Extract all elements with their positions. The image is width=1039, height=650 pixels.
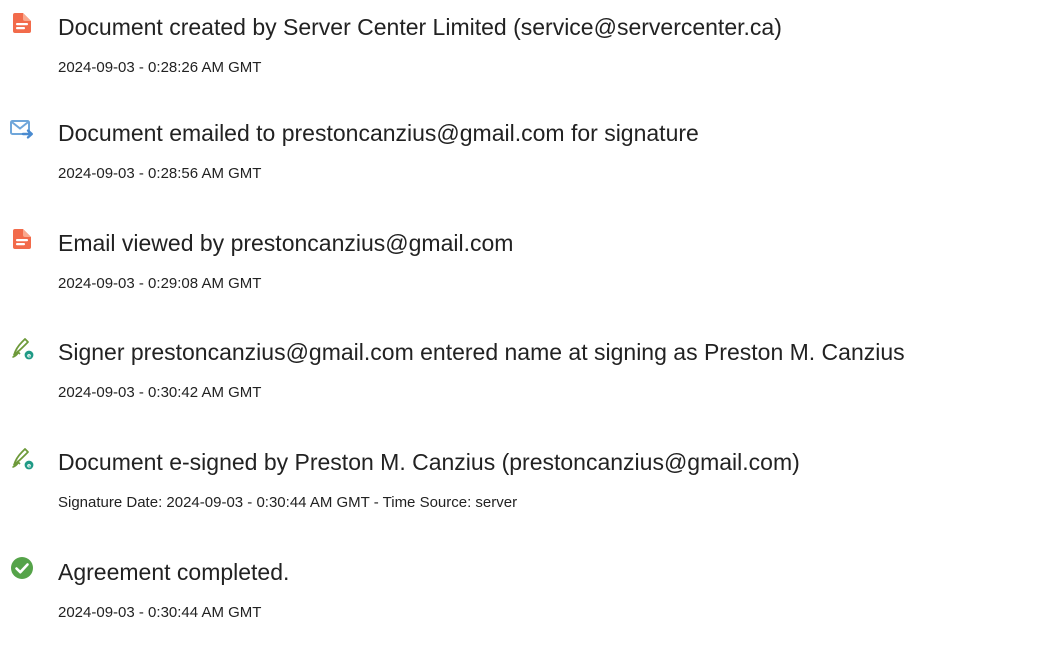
svg-text:e: e [26, 352, 32, 360]
svg-text:e: e [26, 462, 32, 470]
document-viewed-icon [10, 227, 34, 251]
event-title: Signer prestoncanzius@gmail.com entered name at signing as Preston M. Canzius [58, 339, 905, 365]
event-timestamp: 2024-09-03 - 0:28:26 AM GMT [58, 59, 262, 76]
event-timestamp: 2024-09-03 - 0:29:08 AM GMT [58, 275, 262, 292]
event-title: Email viewed by prestoncanzius@gmail.com [58, 230, 514, 256]
event-title: Document e-signed by Preston M. Canzius (prestoncanzius@gmail.com) [58, 449, 800, 475]
event-timestamp: 2024-09-03 - 0:30:42 AM GMT [58, 384, 262, 401]
event-timestamp: 2024-09-03 - 0:28:56 AM GMT [58, 165, 262, 182]
event-timestamp: 2024-09-03 - 0:30:44 AM GMT [58, 604, 262, 621]
e-signed-pen-icon [10, 446, 34, 470]
audit-event-signer-entered-name [0, 325, 1039, 415]
audit-event-document-e-signed [0, 435, 1039, 525]
audit-event-email-viewed [0, 216, 1039, 306]
audit-event-agreement-completed [0, 545, 1039, 635]
completed-check-icon [10, 556, 34, 580]
document-created-icon [10, 11, 34, 35]
event-title: Agreement completed. [58, 559, 290, 585]
event-title: Document created by Server Center Limited (service@servercenter.ca) [58, 14, 782, 40]
event-title: Document emailed to prestoncanzius@gmail.com for signature [58, 120, 699, 146]
event-timestamp: Signature Date: 2024-09-03 - 0:30:44 AM GMT - Time Source: server [58, 494, 518, 511]
audit-event-document-created [0, 0, 1039, 90]
signer-pen-icon [10, 336, 34, 360]
email-sent-icon [10, 117, 34, 141]
audit-event-document-emailed [0, 106, 1039, 196]
